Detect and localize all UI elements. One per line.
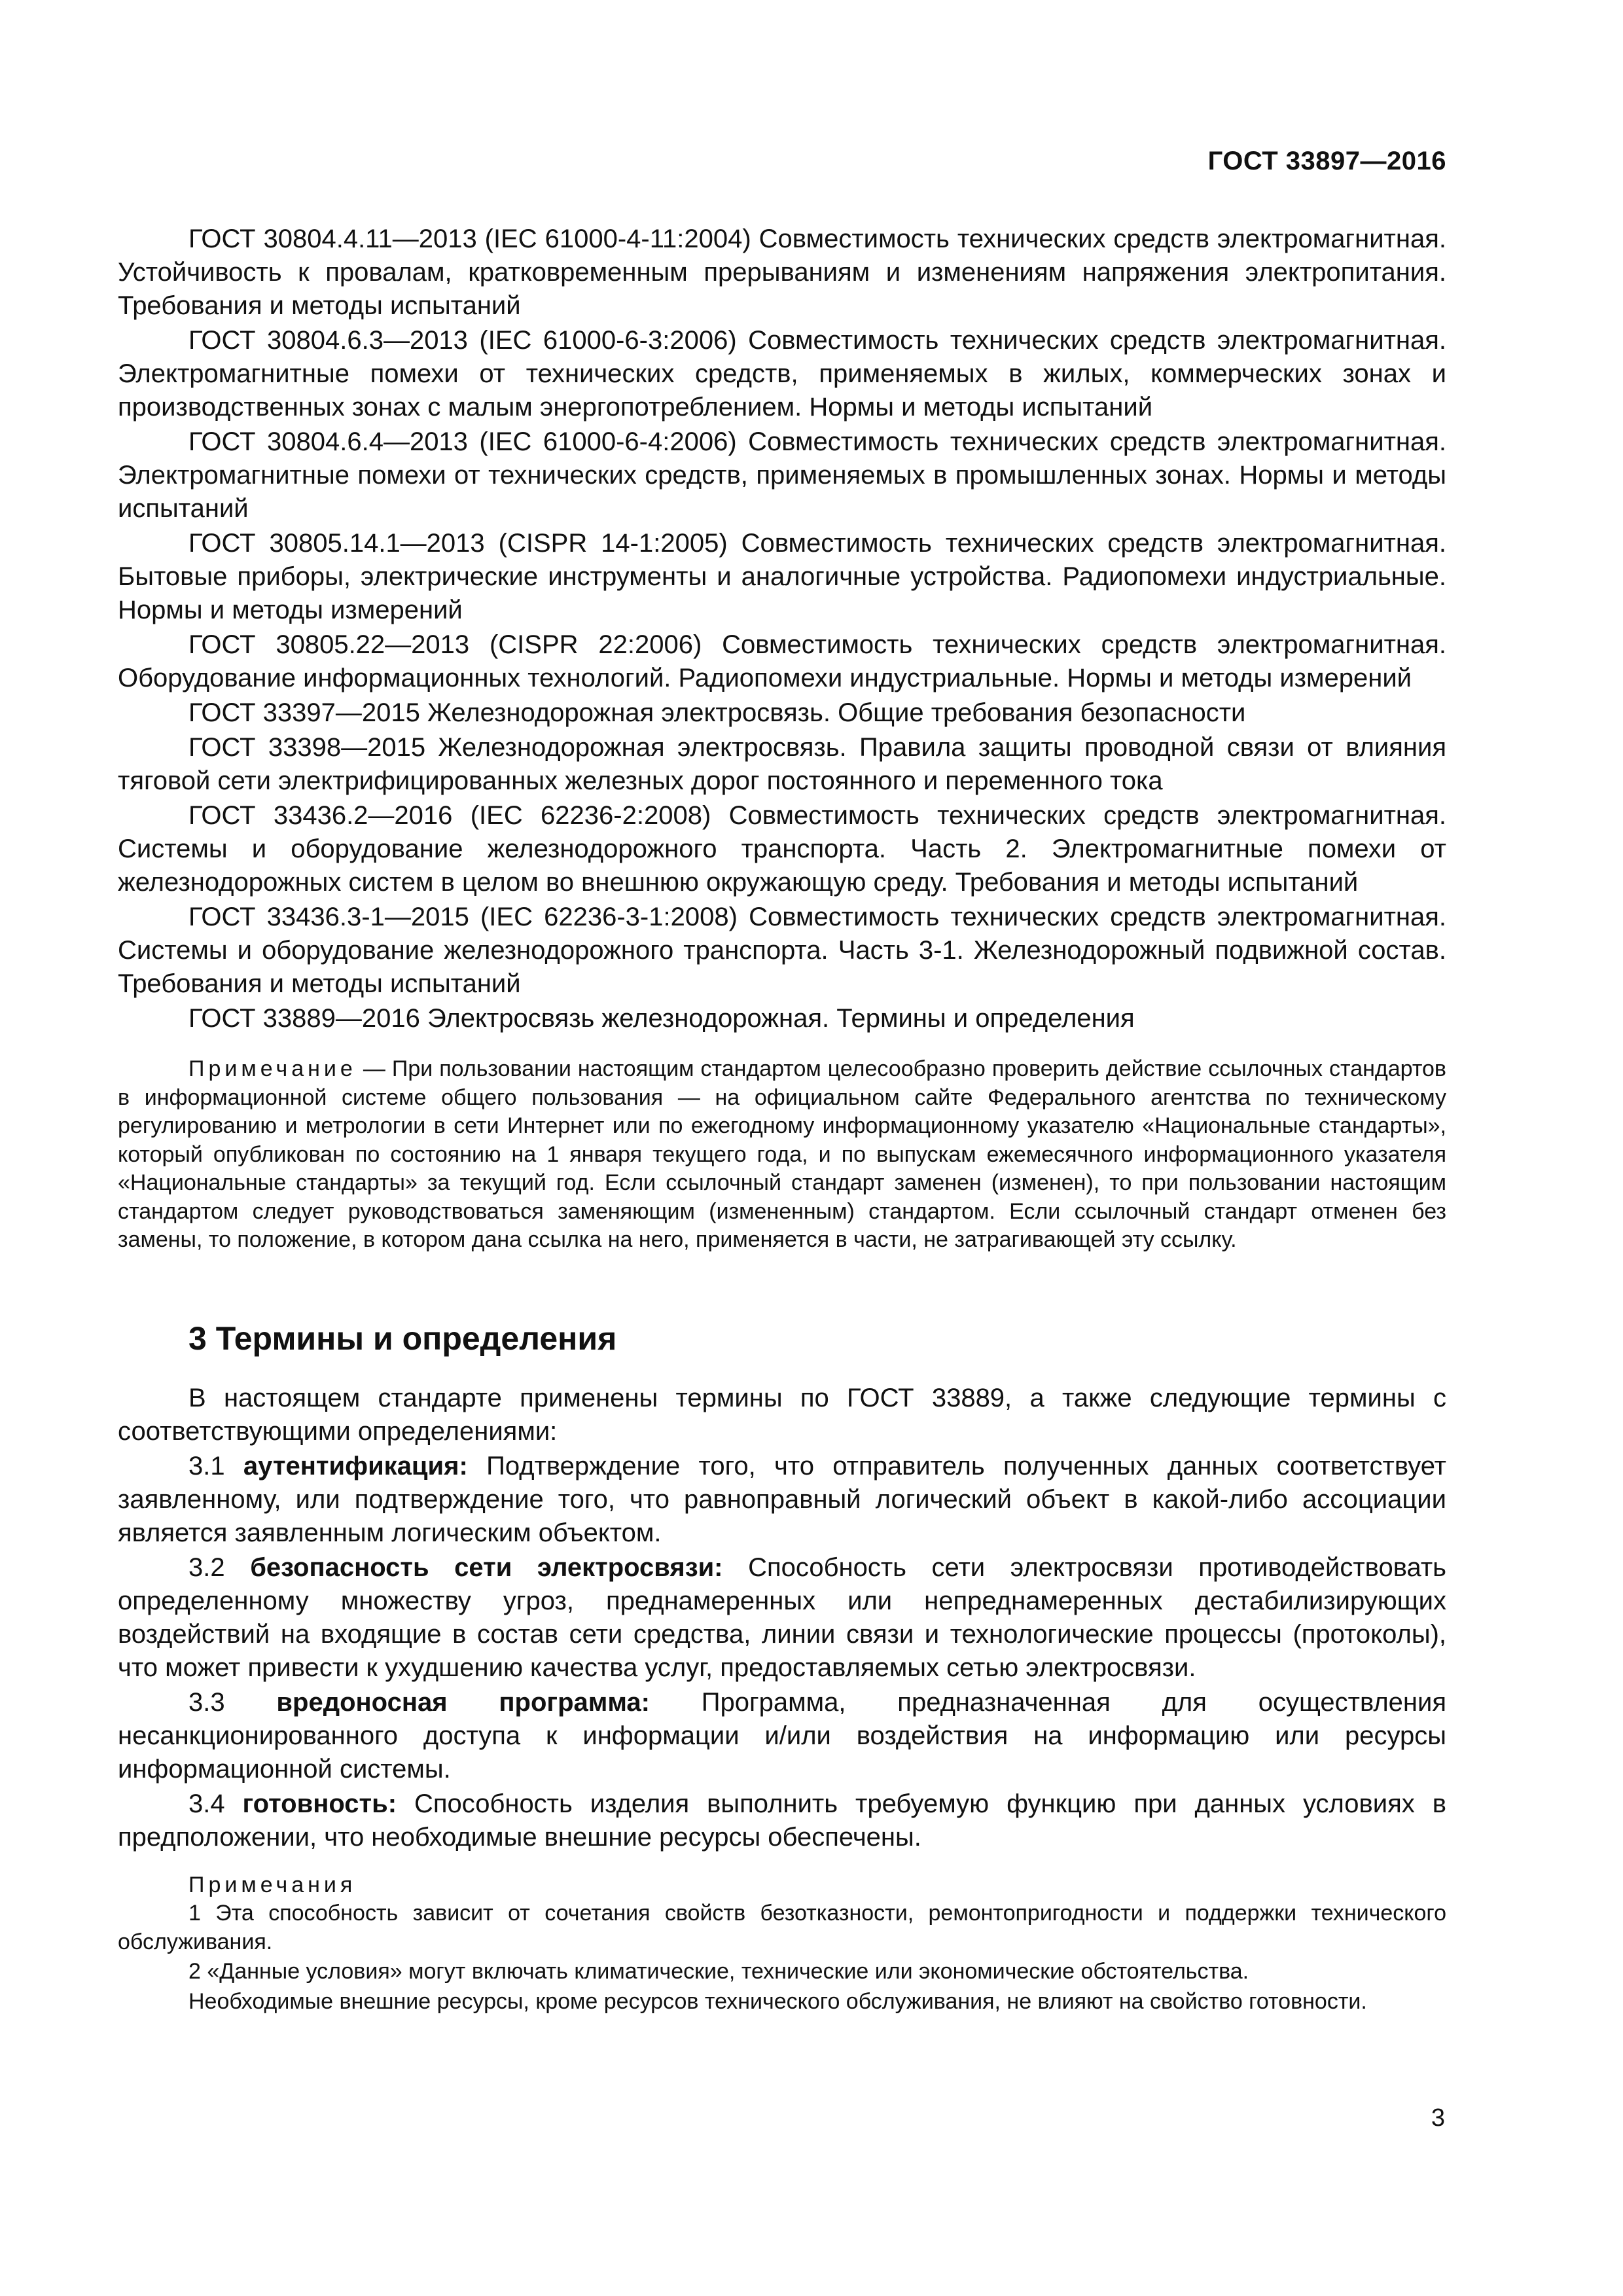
term-number: 3.1 <box>188 1451 243 1480</box>
reference-item: ГОСТ 30804.6.4—2013 (IEC 61000-6-4:2006) Совместимость технических средств электромагнитная. Электромагнитные помехи от технических средств, применяемых в промышленных зонах. Нормы и методы испытаний <box>118 427 1446 523</box>
note-item: Необходимые внешние ресурсы, кроме ресурсов технического обслуживания, не влияют на свойство готовности. <box>188 1988 1367 2014</box>
section-title: 3 Термины и определения <box>188 1319 617 1357</box>
term-text: Подтверждение того, что отправитель полученных данных соответствует заявленному, или подтверждение того, что равноправный логический объект в какой-либо ассоциации является заявленным логическим объектом. <box>118 1451 1446 1547</box>
term-text: Способность изделия выполнить требуемую функцию при данных условиях в предположении, что необходимые внешние ресурсы обеспечены. <box>118 1789 1446 1852</box>
term-definition <box>118 1450 1446 1550</box>
term-name: готовность: <box>242 1789 397 1818</box>
note-text: При пользовании настоящим стандартом целесообразно проверить действие ссылочных стандартов в информационной системе общего пользования — на официальном сайте Федерального агентства по техническому регулированию и метрологии в сети Интернет или по ежегодному информационному указателю «Национальные стандарты», который опубликован по состоянию на 1 января текущего года, и по выпускам ежемесячного информационного указателя «Национальные стандарты» за текущий год. Если ссылочный стандарт заменен (изменен), то при пользовании настоящим стандартом следует руководствоваться заменяющим (измененным) стандартом. Если ссылочный стандарт отменен без замены, то положение, в котором дана ссылка на него, применяется в части, не затрагивающей эту ссылку. <box>118 1056 1446 1252</box>
normative-references-list <box>118 223 1446 1035</box>
term-name: безопасность сети электросвязи: <box>250 1552 723 1582</box>
term-notes <box>118 1871 1446 2017</box>
note-item: 1 Эта способность зависит от сочетания свойств безотказности, ремонтопригодности и поддержки технического обслуживания. <box>118 1901 1446 1954</box>
document-body <box>118 223 1446 2017</box>
note-dash: — <box>356 1056 392 1081</box>
term-definition <box>118 1686 1446 1786</box>
reference-item: ГОСТ 33398—2015 Железнодорожная электросвязь. Правила защиты проводной связи от влияния тяговой сети электрифицированных железных дорог постоянного и переменного тока <box>118 733 1446 795</box>
term-text: Способность сети электросвязи противодействовать определенному множеству угроз, преднамеренных или непреднамеренных дестабилизирующих воздействий на входящие в состав сети средства, линии связи и технологические процессы (протоколы), что может привести к ухудшению качества услуг, предоставляемых сетью электросвязи. <box>118 1552 1447 1682</box>
term-definition <box>118 1551 1446 1685</box>
reference-item: ГОСТ 33436.3-1—2015 (IEC 62236-3-1:2008) Совместимость технических средств электромагнитная. Системы и оборудование железнодорожного транспорта. Часть 3-1. Железнодорожный подвижной состав. Требования и методы испытаний <box>118 903 1446 998</box>
term-name: аутентификация: <box>243 1451 468 1480</box>
term-name: вредоносная программа: <box>276 1687 650 1717</box>
reference-item: ГОСТ 30804.6.3—2013 (IEC 61000-6-3:2006) Совместимость технических средств электромагнитная. Электромагнитные помехи от технических средств, применяемых в жилых, коммерческих зонах и производственных зонах с малым энергопотреблением. Нормы и методы испытаний <box>118 326 1446 422</box>
document-code-header: ГОСТ 33897—2016 <box>1207 147 1446 175</box>
reference-item: ГОСТ 33889—2016 Электросвязь железнодорожная. Термины и определения <box>188 1004 1135 1033</box>
notes-label: Примечания <box>188 1872 357 1897</box>
term-definition <box>118 1787 1446 1854</box>
reference-item: ГОСТ 33397—2015 Железнодорожная электросвязь. Общие требования безопасности <box>188 698 1246 727</box>
term-number: 3.3 <box>188 1687 277 1717</box>
note-label: Примечание <box>188 1056 357 1081</box>
term-number: 3.2 <box>188 1552 251 1582</box>
reference-item: ГОСТ 30805.22—2013 (CISPR 22:2006) Совместимость технических средств электромагнитная. Оборудование информационных технологий. Радиопомехи индустриальные. Нормы и методы измерений <box>118 630 1446 692</box>
page-number: 3 <box>1431 2104 1445 2132</box>
reference-item: ГОСТ 30804.4.11—2013 (IEC 61000-4-11:2004) Совместимость технических средств электромагнитная. Устойчивость к провалам, кратковременным прерываниям и изменениям напряжения электропитания. Требования и методы испытаний <box>118 224 1446 320</box>
note-item: 2 «Данные условия» могут включать климатические, технические или экономические обстоятельства. <box>188 1959 1249 1984</box>
references-note <box>118 1055 1446 1255</box>
section-intro: В настоящем стандарте применены термины по ГОСТ 33889, а также следующие термины с соответствующими определениями: <box>118 1383 1446 1446</box>
reference-item: ГОСТ 33436.2—2016 (IEC 62236-2:2008) Совместимость технических средств электромагнитная. Системы и оборудование железнодорожного транспорта. Часть 2. Электромагнитные помехи от железнодорожных систем в целом во внешнюю окружающую среду. Требования и методы испытаний <box>118 801 1446 897</box>
term-number: 3.4 <box>188 1789 243 1818</box>
term-text: Программа, предназначенная для осуществления несанкционированного доступа к информации и/или воздействия на информацию или ресурсы информационной системы. <box>118 1687 1447 1784</box>
reference-item: ГОСТ 30805.14.1—2013 (CISPR 14-1:2005) Совместимость технических средств электромагнитная. Бытовые приборы, электрические инструменты и аналогичные устройства. Радиопомехи индустриальные. Нормы и методы измерений <box>118 529 1446 624</box>
